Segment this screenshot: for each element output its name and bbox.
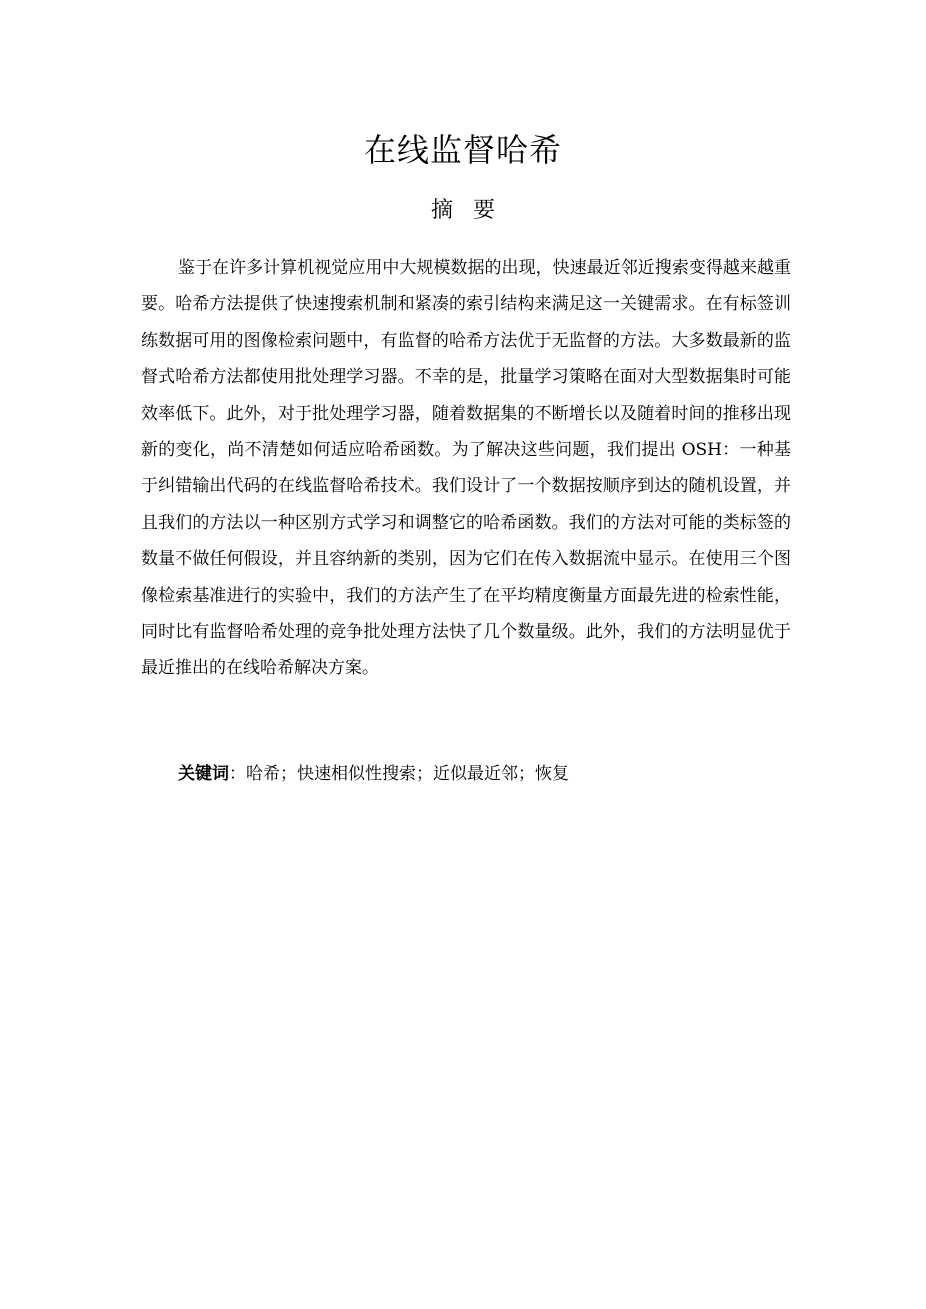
keywords-text: 哈希；快速相似性搜索；近似最近邻；恢复 — [246, 764, 569, 784]
keywords-line — [178, 758, 798, 790]
abstract-heading: 摘要 — [430, 198, 515, 223]
keywords-separator: ： — [229, 764, 246, 784]
abstract-body: 鉴于在许多计算机视觉应用中大规模数据的出现，快速最近邻近搜索变得越来越重要。哈希方法提供了快速搜索机制和紧凑的索引结构来满足这一关键需求。在有标签训练数据可用的图像检索问题中，有监督的哈希方法优于无监督的方法。大多数最新的监督式哈希方法都使用批处理学习器。不幸的是，批量学习策略在面对大型数据集时可能效率低下。此外，对于批处理学习器，随着数据集的不断增长以及随着时间的推移出现新的变化，尚不清楚如何适应哈希函数。为了解决这些问题，我们提出 OSH：一种基于纠错输出代码的在线监督哈希技术。我们设计了一个数据按顺序到达的随机设置，并且我们的方法以一种区别方式学习和调整它的哈希函数。我们的方法对可能的类标签的数量不做任何假设，并且容纳新的类别，因为它们在传入数据流中显示。在使用三个图像检索基准进行的实验中，我们的方法产生了在平均精度衡量方面最先进的检索性能，同时比有监督哈希处理的竞争批处理方法快了几个数量级。此外，我们的方法明显优于最近推出的在线哈希解决方案。 — [141, 258, 791, 679]
keywords-label: 关键词 — [178, 764, 229, 784]
document-title: 在线监督哈希 — [363, 131, 562, 169]
